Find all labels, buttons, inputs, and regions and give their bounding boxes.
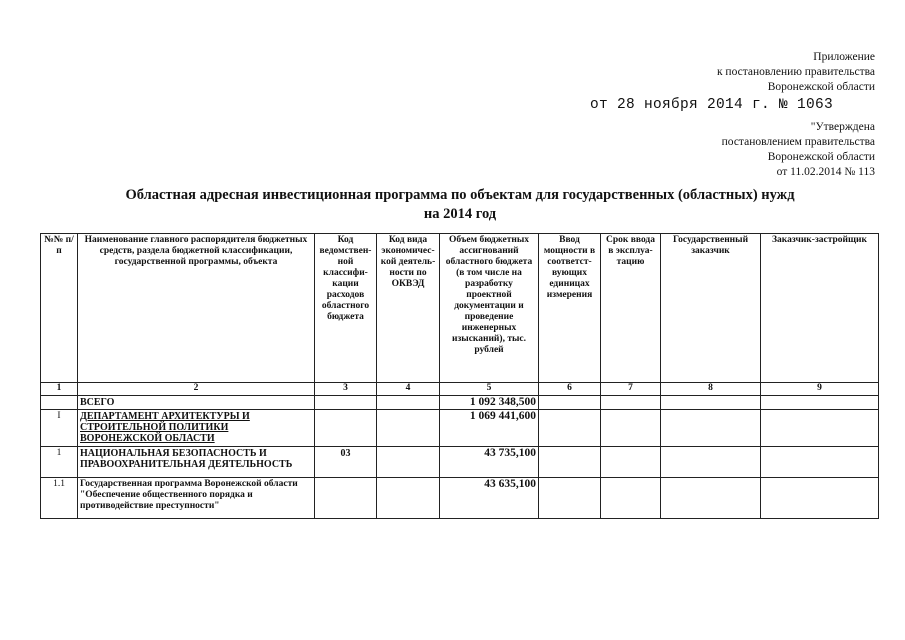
row-developer <box>761 478 879 519</box>
row-developer <box>761 410 879 447</box>
row-budget-code <box>315 410 377 447</box>
column-number: 1 <box>41 383 78 396</box>
approval-line-4: от 11.02.2014 № 113 <box>776 166 875 178</box>
header-cell-capacity: Ввод мощности в соответст-вующих единицах измерения <box>539 234 601 383</box>
row-capacity <box>539 447 601 478</box>
approval-line-3: Воронежской области <box>767 151 875 163</box>
row-state-customer <box>661 410 761 447</box>
row-number: I <box>41 410 78 447</box>
investment-program-table <box>40 233 879 519</box>
table-row <box>41 396 879 410</box>
row-name: Государственная программа Воронежской области "Обеспечение общественного порядка и противодействие преступности" <box>78 478 315 519</box>
row-okved-code <box>377 478 440 519</box>
row-name: ВСЕГО <box>78 396 315 410</box>
appendix-line-2: к постановлению правительства <box>716 66 875 78</box>
column-number: 2 <box>78 383 315 396</box>
header-cell-number: №№ п/п <box>41 234 78 383</box>
approval-line-1: "Утверждена <box>810 121 875 133</box>
column-number: 3 <box>315 383 377 396</box>
title-line-2: на 2014 год <box>423 206 497 222</box>
appendix-line-3: Воронежской области <box>767 81 875 93</box>
row-capacity <box>539 478 601 519</box>
table-row <box>41 478 879 519</box>
row-state-customer <box>661 478 761 519</box>
row-developer <box>761 396 879 410</box>
approval-line-2: постановлением правительства <box>721 136 875 148</box>
row-commission-date <box>601 410 661 447</box>
row-okved-code <box>377 410 440 447</box>
row-capacity <box>539 410 601 447</box>
row-developer <box>761 447 879 478</box>
row-name: НАЦИОНАЛЬНАЯ БЕЗОПАСНОСТЬ И ПРАВООХРАНИТЕЛЬНАЯ ДЕЯТЕЛЬНОСТЬ <box>78 447 315 478</box>
table-row <box>41 447 879 478</box>
row-commission-date <box>601 447 661 478</box>
column-number: 9 <box>761 383 879 396</box>
row-okved-code <box>377 396 440 410</box>
row-number: 1 <box>41 447 78 478</box>
table-header-row <box>41 234 879 383</box>
approval-note <box>722 120 875 180</box>
row-capacity <box>539 396 601 410</box>
column-number: 6 <box>539 383 601 396</box>
row-commission-date <box>601 396 661 410</box>
appendix-header <box>717 50 875 95</box>
document-title <box>60 186 860 224</box>
header-cell-budget-code: Код ведомствен-ной классифи-кации расходов областного бюджета <box>315 234 377 383</box>
decree-stamp: от 28 ноября 2014 г. № 1063 <box>589 97 833 113</box>
header-cell-amount: Объем бюджетных ассигнований областного бюджета (в том числе на разработку проектной документации и проведение инженерных изысканий), тыс. рублей <box>440 234 539 383</box>
header-cell-state-customer: Государственный заказчик <box>661 234 761 383</box>
column-number: 4 <box>377 383 440 396</box>
row-amount: 1 069 441,600 <box>440 410 539 447</box>
header-cell-developer: Заказчик-застройщик <box>761 234 879 383</box>
column-number: 7 <box>601 383 661 396</box>
header-cell-commission-date: Срок ввода в эксплуа-тацию <box>601 234 661 383</box>
row-name: ДЕПАРТАМЕНТ АРХИТЕКТУРЫ И СТРОИТЕЛЬНОЙ ПОЛИТИКИ ВОРОНЕЖСКОЙ ОБЛАСТИ <box>78 410 315 447</box>
row-state-customer <box>661 396 761 410</box>
row-state-customer <box>661 447 761 478</box>
row-budget-code <box>315 478 377 519</box>
column-number: 8 <box>661 383 761 396</box>
header-cell-okved-code: Код вида экономичес-кой деятель-ности по ОКВЭД <box>377 234 440 383</box>
title-line-1: Областная адресная инвестиционная программа по объектам для государственных (областных) нужд <box>125 187 795 203</box>
column-number: 5 <box>440 383 539 396</box>
appendix-line-1: Приложение <box>813 51 875 63</box>
row-number <box>41 396 78 410</box>
row-amount: 43 735,100 <box>440 447 539 478</box>
header-cell-name: Наименование главного распорядителя бюджетных средств, раздела бюджетной классификации, государственной программы, объекта <box>78 234 315 383</box>
row-budget-code: 03 <box>315 447 377 478</box>
row-budget-code <box>315 396 377 410</box>
row-commission-date <box>601 478 661 519</box>
row-okved-code <box>377 447 440 478</box>
column-number-row <box>41 383 879 396</box>
row-amount: 1 092 348,500 <box>440 396 539 410</box>
row-number: 1.1 <box>41 478 78 519</box>
row-amount: 43 635,100 <box>440 478 539 519</box>
table-row <box>41 410 879 447</box>
